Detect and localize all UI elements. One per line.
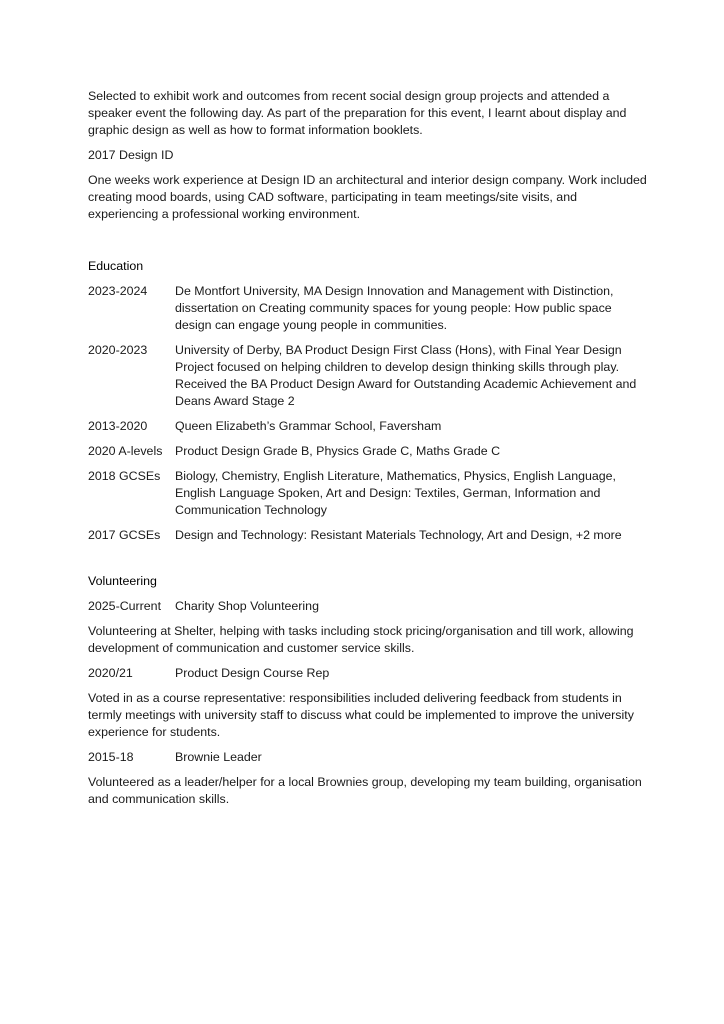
design-id-paragraph: One weeks work experience at Design ID an architectural and interior design company. Work included creating mood boards, using CAD software, participating in team meetings/site visits, and experiencing a professional working environment. [88, 173, 647, 221]
volunteering-entry-header [88, 749, 648, 766]
education-heading: Education [88, 259, 144, 273]
education-entry [88, 527, 648, 544]
education-entry-text: De Montfort University, MA Design Innovation and Management with Distinction, dissertation on Creating community spaces for young people: How public space design can engage young people in communities. [175, 284, 614, 332]
volunteering-entry-title: Brownie Leader [175, 750, 262, 764]
education-entry-text: Biology, Chemistry, English Literature, Mathematics, Physics, English Language, English Language Spoken, Art and Design: Textiles, German, Information and Communication Technology [175, 469, 616, 517]
volunteering-entry-description: Volunteering at Shelter, helping with tasks including stock pricing/organisation and till work, allowing development of communication and customer service skills. [88, 624, 634, 655]
education-entry-label: 2023-2024 [88, 284, 148, 298]
volunteering-entry-description: Volunteered as a leader/helper for a local Brownies group, developing my team building, organisation and communication skills. [88, 775, 642, 806]
education-entry-text: Queen Elizabeth’s Grammar School, Faversham [175, 419, 442, 433]
education-entry-label: 2018 GCSEs [88, 469, 161, 483]
volunteering-heading: Volunteering [88, 574, 157, 588]
education-entry-text: Design and Technology: Resistant Materials Technology, Art and Design, +2 more [175, 528, 622, 542]
volunteering-entry-description: Voted in as a course representative: responsibilities included delivering feedback from students in termly meetings with university staff to discuss what could be implemented to improve the university experience for students. [88, 691, 634, 739]
volunteering-entry-title: Product Design Course Rep [175, 666, 330, 680]
exhibit-paragraph: Selected to exhibit work and outcomes from recent social design group projects and attended a speaker event the following day. As part of the preparation for this event, I learnt about display and graphic design as well as how to format information booklets. [88, 89, 627, 137]
education-entry-label: 2020-2023 [88, 343, 148, 357]
design-id-title: 2017 Design ID [88, 148, 174, 162]
volunteering-section [88, 573, 648, 808]
volunteering-entry-header [88, 665, 648, 682]
volunteering-entry-header [88, 598, 648, 615]
education-entry-label: 2020 A-levels [88, 444, 163, 458]
education-entry [88, 283, 648, 334]
volunteering-entry-label: 2025-Current [88, 599, 162, 613]
education-entry-label: 2017 GCSEs [88, 528, 161, 542]
education-entry [88, 342, 648, 410]
education-entry [88, 418, 648, 435]
volunteering-entry-label: 2015-18 [88, 750, 134, 764]
education-entry [88, 468, 648, 519]
education-entry-label: 2013-2020 [88, 419, 148, 433]
document-page [88, 88, 648, 808]
education-entry [88, 443, 648, 460]
volunteering-entry-label: 2020/21 [88, 666, 133, 680]
education-entry-text: University of Derby, BA Product Design First Class (Hons), with Final Year Design Project focused on helping children to develop design thinking skills through play. Received the BA Product Design Award for Outstanding Academic Achievement and Deans Award Stage 2 [175, 343, 637, 408]
education-section [88, 258, 648, 544]
volunteering-entry-title: Charity Shop Volunteering [175, 599, 319, 613]
education-entry-text: Product Design Grade B, Physics Grade C, Maths Grade C [175, 444, 501, 458]
